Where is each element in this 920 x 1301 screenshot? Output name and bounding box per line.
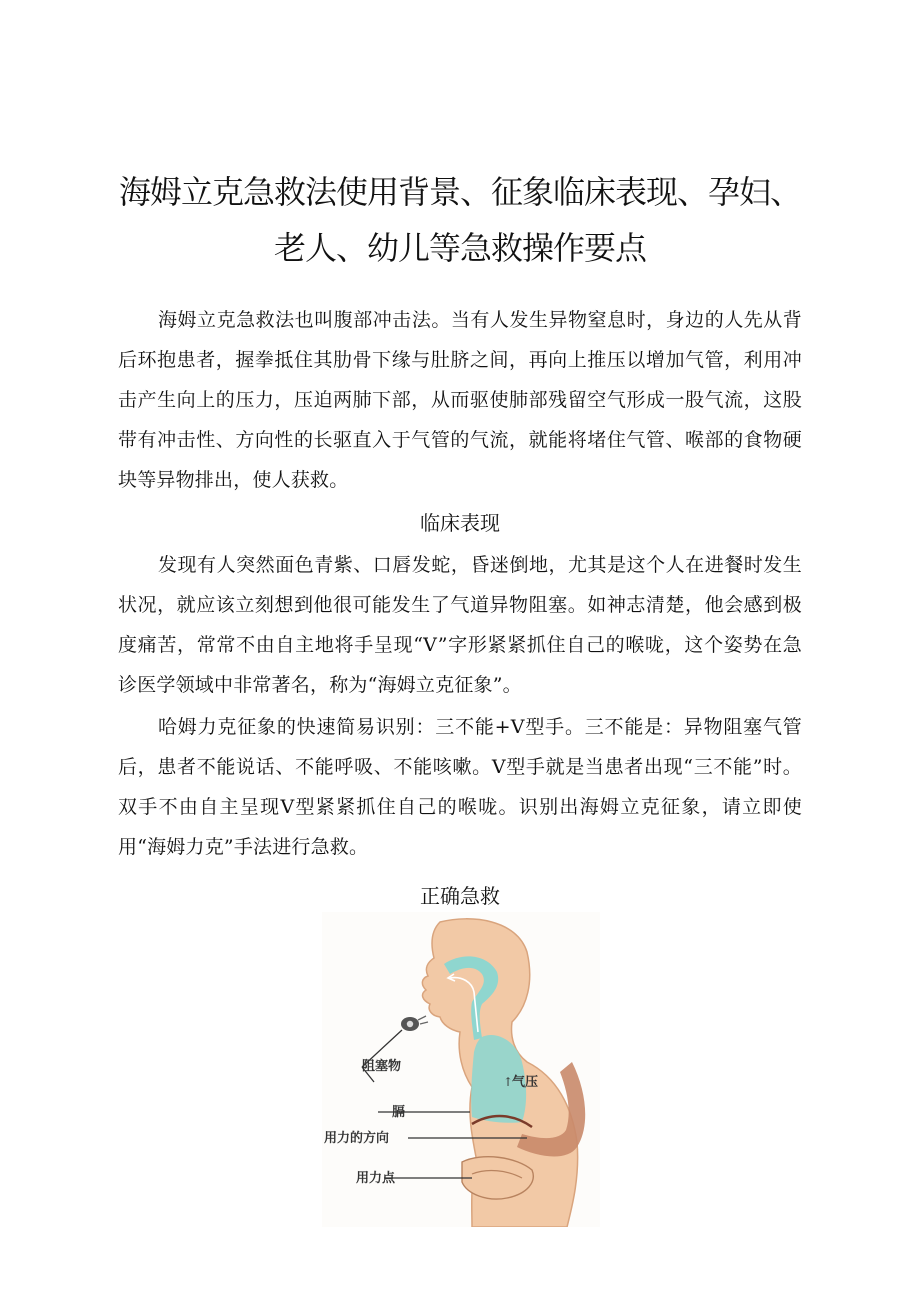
intro-paragraph: 海姆立克急救法也叫腹部冲击法。当有人发生异物窒息时，身边的人先从背后环抱患者，握拳抵住其肋骨下缘与肚脐之间，再向上推压以增加气管，利用冲击产生向上的压力，压迫两肺下部，从而驱使肺部残留空气形成一股气流，这股带有冲击性、方向性的长驱直入于气管的气流，就能将堵住气管、喉部的食物硬块等异物排出，使人获救。 (118, 309, 802, 491)
label-pressure: 气压 (512, 1075, 539, 1090)
title-line-1: 海姆立克急救法使用背景、征象临床表现、孕妇、 (118, 173, 801, 211)
section-heading-clinical: 临床表现 (420, 511, 500, 535)
heimlich-diagram (322, 912, 600, 1227)
title-line-2: 老人、幼儿等急救操作要点 (273, 229, 646, 267)
clinical-paragraph: 发现有人突然面色青紫、口唇发蛇，昏迷倒地，尤其是这个人在进餐时发生状况，就应该立刻想到他很可能发生了气道异物阻塞。如神志清楚，他会感到极度痛苦，常常不由自主地将手呈现“V”字形紧紧抓住自己的喉咙，这个姿势在急诊医学领域中非常著名，称为“海姆立克征象”。 (118, 554, 802, 696)
pressure-arrow-icon: ↑ (503, 1075, 514, 1089)
label-force-point: 用力点 (356, 1171, 396, 1186)
document-title (100, 164, 820, 276)
recognition-paragraph: 哈姆力克征象的快速简易识别：三不能+V型手。三不能是：异物阻塞气管后，患者不能说话、不能呼吸、不能咳嗽。V型手就是当患者出现“三不能”时。双手不由自主呈现V型紧紧抓住自己的喉咙。识别出海姆立克征象，请立即使用“海姆力克”手法进行急救。 (118, 716, 802, 858)
section-heading-rescue: 正确急救 (420, 884, 500, 908)
obstruction-highlight (407, 1021, 413, 1027)
label-obstruction: 阻塞物 (362, 1059, 402, 1074)
label-force-direction: 用力的方向 (324, 1131, 390, 1146)
heimlich-illustration (322, 912, 600, 1227)
label-diaphragm: 膈 (392, 1105, 406, 1120)
